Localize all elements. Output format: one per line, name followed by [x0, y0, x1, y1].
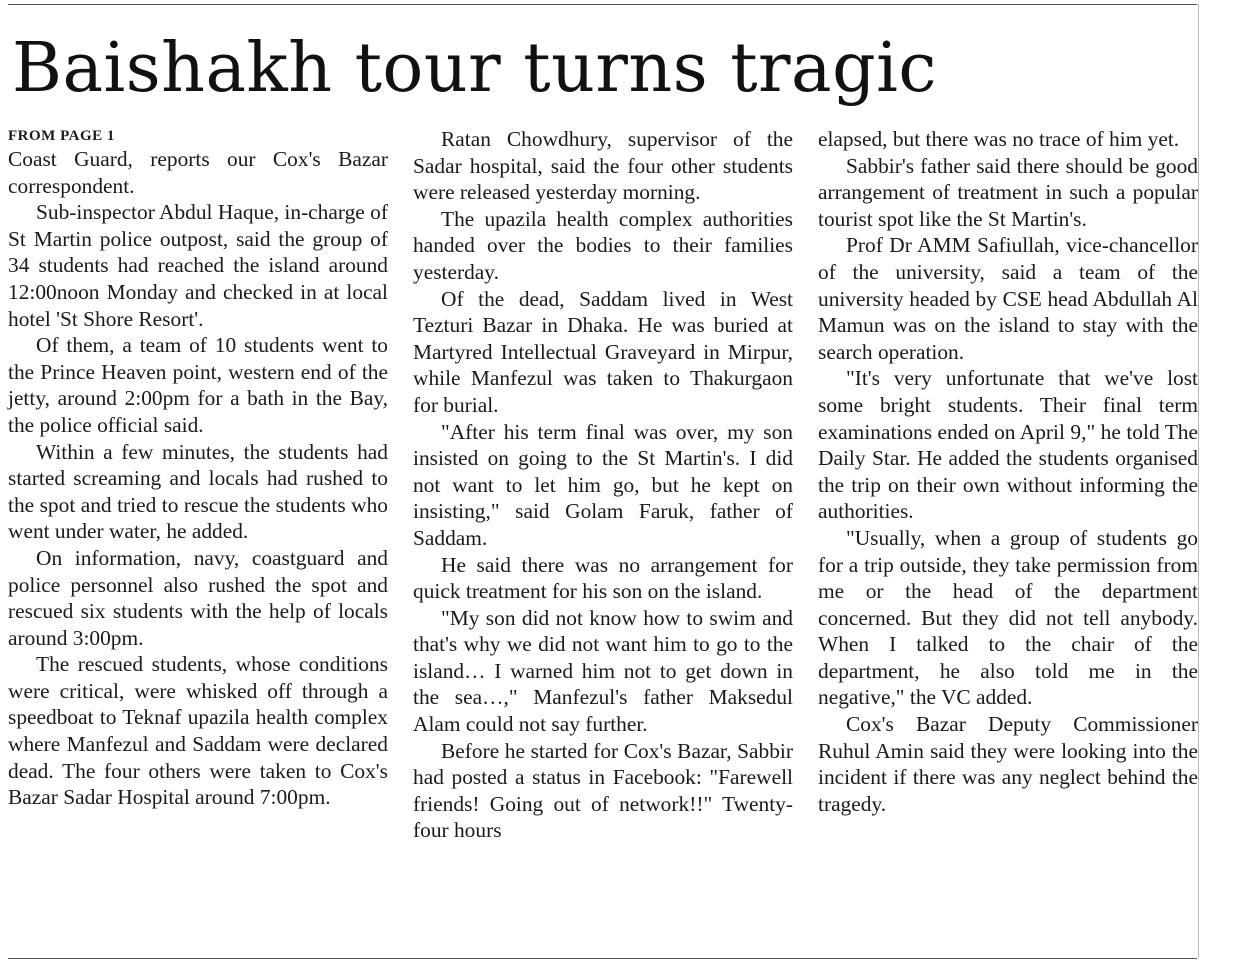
paragraph: The upazila health complex authorities handed over the bodies to their families yesterday. [413, 206, 793, 284]
paragraph: He said there was no arrangement for quick treatment for his son on the island. [413, 552, 793, 604]
paragraph: Sub-inspector Abdul Haque, in-charge of St Martin police outpost, said the group of 34 students had reached the island around 12:00noon Monday and checked in at local hotel 'St Shore Resort'. [8, 200, 388, 331]
paragraph: Within a few minutes, the students had started screaming and locals had rushed to the spot and tried to rescue the students who went under water, he added. [8, 439, 388, 544]
paragraph: elapsed, but there was no trace of him yet. [818, 127, 1180, 151]
column-1 [8, 126, 388, 811]
paragraph: Sabbir's father said there should be good arrangement of treatment in such a popular tourist spot like the St Martin's. [818, 153, 1198, 231]
paragraph: Of the dead, Saddam lived in West Tezturi Bazar in Dhaka. He was buried at Martyred Intellectual Graveyard in Mirpur, while Manfezul was taken to Thakurgaon for burial. [413, 286, 793, 417]
right-border [1198, 4, 1199, 958]
paragraph: "Usually, when a group of students go for a trip outside, they take permission from me or the head of the department concerned. But they did not tell anybody. When I talked to the chair of the department, he also told me in the negative," the VC added. [818, 525, 1198, 710]
paragraph: "My son did not know how to swim and that's why we did not want him to go to the island… I warned him not to get down in the sea…," Manfezul's father Maksedul Alam could not say further. [413, 605, 793, 737]
paragraph: Of them, a team of 10 students went to the Prince Heaven point, western end of the jetty, around 2:00pm for a bath in the Bay, the police official said. [8, 333, 388, 437]
paragraph: The rescued students, whose conditions were critical, were whisked off through a speedboat to Teknaf upazila health complex where Manfezul and Saddam were declared dead. The four others were taken to Cox's Bazar Sadar Hospital around 7:00pm. [8, 652, 388, 810]
kicker-from-page-1: FROM PAGE 1 [8, 128, 115, 144]
paragraph: Before he started for Cox's Bazar, Sabbir had posted a status in Facebook: "Farewell friends! Going out of network!!" Twenty-four hours [413, 738, 793, 843]
paragraph: "After his term final was over, my son insisted on going to the St Martin's. I did not want to let him go, but he kept on insisting," said Golam Faruk, father of Saddam. [413, 419, 793, 550]
bottom-rule [8, 958, 1197, 959]
column-3 [818, 126, 1198, 817]
paragraph: Coast Guard, reports our Cox's Bazar correspondent. [8, 147, 388, 198]
paragraph: On information, navy, coastguard and police personnel also rushed the spot and rescued six students with the help of locals around 3:00pm. [8, 545, 388, 650]
top-rule [8, 4, 1197, 5]
paragraph: "It's very unfortunate that we've lost some bright students. Their final term examinations ended on April 9," he told The Daily Star. He added the students organised the trip on their own without informing the authorities. [818, 366, 1198, 524]
headline: Baishakh tour turns tragic [12, 29, 937, 108]
paragraph: Prof Dr AMM Safiullah, vice-chancellor of the university, said a team of the university headed by CSE head Abdullah Al Mamun was on the island to stay with the search operation. [818, 233, 1198, 364]
paragraph: Cox's Bazar Deputy Commissioner Ruhul Amin said they were looking into the incident if there was any neglect behind the tragedy. [818, 712, 1198, 816]
paragraph: Ratan Chowdhury, supervisor of the Sadar hospital, said the four other students were released yesterday morning. [413, 127, 793, 205]
column-2 [413, 126, 793, 844]
